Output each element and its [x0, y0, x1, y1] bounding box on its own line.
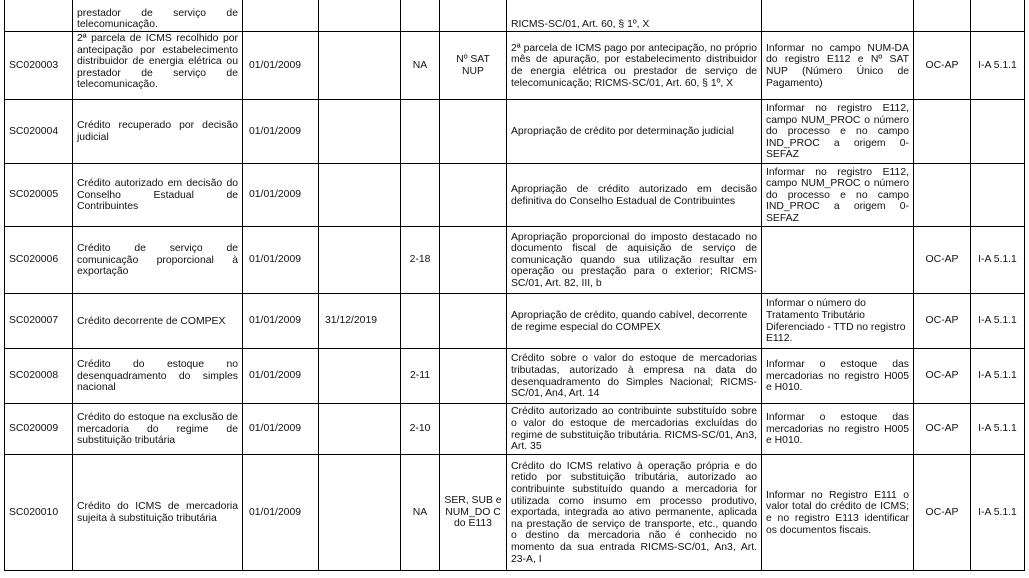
table-row — [5, 404, 1025, 455]
type-cell: OC-AP — [914, 227, 971, 294]
group-cell: 2-11 — [401, 349, 440, 404]
code-cell: SC020010 — [5, 455, 73, 571]
code-cell: SC020004 — [5, 100, 73, 164]
group-cell — [401, 0, 440, 32]
legal-basis-cell: 2ª parcela de ICMS pago por antecipação, no próprio mês de apuração, por estabelecimento distribuidor de energia elétrica ou prestador de serviço de telecomunicação; RICMS-SC/01, Art. 60, § 1º, X — [507, 32, 762, 100]
description-cell: Crédito do ICMS de mercadoria sujeita à substituição tributária — [73, 455, 243, 571]
reference-cell — [971, 164, 1025, 227]
type-cell: OC-AP — [914, 455, 971, 571]
end-date-cell — [319, 404, 401, 455]
legal-basis-cell: Apropriação proporcional do imposto destacado no documento fiscal de aquisição de serviço de comunicação quando sua utilização resultar em operação ou prestação para o exterior; RICMS-SC/01, Art. 82, III, b — [507, 227, 762, 294]
end-date-cell — [319, 164, 401, 227]
group-cell — [401, 294, 440, 349]
type-cell — [914, 100, 971, 164]
end-date-cell — [319, 32, 401, 100]
description-cell: Crédito decorrente de COMPEX — [73, 294, 243, 349]
legal-basis-cell: Apropriação de crédito por determinação judicial — [507, 100, 762, 164]
start-date-cell: 01/01/2009 — [243, 227, 319, 294]
reference-cell: I-A 5.1.1 — [971, 349, 1025, 404]
group-cell: 2-10 — [401, 404, 440, 455]
description-cell: Crédito de serviço de comunicação proporcional à exportação — [73, 227, 243, 294]
record-field-cell — [440, 349, 507, 404]
group-cell — [401, 164, 440, 227]
record-field-cell — [440, 0, 507, 32]
type-cell: OC-AP — [914, 32, 971, 100]
end-date-cell — [319, 227, 401, 294]
start-date-cell: 01/01/2009 — [243, 349, 319, 404]
table-row — [5, 32, 1025, 100]
start-date-cell: 01/01/2009 — [243, 455, 319, 571]
legal-basis-cell: Crédito do ICMS relativo à operação própria e do retido por substituição tributária, autorizado ao contribuinte substituído quando a mercadoria for utilizada como insumo em processo produtivo, exportada, integrada ao ativo permanente, aplicada na prestação de serviço de transporte, etc., quando o destino da mercadoria não é conhecido no momento da sua entrada RICMS-SC/01, An3, Art. 23-A, I — [507, 455, 762, 571]
table-row — [5, 100, 1025, 164]
observation-cell: Informar no registro E112, campo NUM_PROC o número do processo e no campo IND_PROC a origem 0- SEFAZ — [762, 100, 914, 164]
start-date-cell: 01/01/2009 — [243, 100, 319, 164]
record-field-cell — [440, 404, 507, 455]
start-date-cell: 01/01/2009 — [243, 404, 319, 455]
observation-cell: Informar no Registro E111 o valor total do crédito de ICMS; e no registro E113 identificar os documentos fiscais. — [762, 455, 914, 571]
record-field-cell — [440, 227, 507, 294]
observation-cell: Informar no campo NUM-DA do registro E112 e Nº SAT NUP (Número Único de Pagamento) — [762, 32, 914, 100]
reference-cell: I-A 5.1.1 — [971, 32, 1025, 100]
table-row — [5, 349, 1025, 404]
type-cell — [914, 164, 971, 227]
type-cell: OC-AP — [914, 404, 971, 455]
type-cell — [914, 0, 971, 32]
end-date-cell — [319, 455, 401, 571]
table-row — [5, 455, 1025, 571]
observation-cell: Informar o estoque das mercadorias no registro H005 e H010. — [762, 404, 914, 455]
reference-cell — [971, 100, 1025, 164]
end-date-cell: 31/12/2019 — [319, 294, 401, 349]
reference-cell: I-A 5.1.1 — [971, 455, 1025, 571]
legal-basis-cell: Apropriação de crédito autorizado em decisão definitiva do Conselho Estadual de Contribuintes — [507, 164, 762, 227]
code-cell: SC020005 — [5, 164, 73, 227]
end-date-cell — [319, 100, 401, 164]
description-cell: 2ª parcela de ICMS recolhido por antecipação por estabelecimento distribuidor de energia elétrica ou prestador de serviço de telecomunicação. — [73, 32, 243, 100]
record-field-cell — [440, 164, 507, 227]
code-cell: SC020009 — [5, 404, 73, 455]
code-cell: SC020007 — [5, 294, 73, 349]
reference-cell: I-A 5.1.1 — [971, 404, 1025, 455]
description-cell: Crédito recuperado por decisão judicial — [73, 100, 243, 164]
description-cell: Crédito do estoque no desenquadramento do simples nacional — [73, 349, 243, 404]
observation-cell — [762, 227, 914, 294]
legal-basis-cell: Crédito sobre o valor do estoque de mercadorias tributadas, autorizado à empresa na data do desenquadramento do Simples Nacional; RICMS-SC/01, An4, Art. 14 — [507, 349, 762, 404]
record-field-cell: Nº SAT NUP — [440, 32, 507, 100]
end-date-cell — [319, 0, 401, 32]
start-date-cell: 01/01/2009 — [243, 294, 319, 349]
legal-basis-cell: Apropriação de crédito, quando cabível, decorrente de regime especial do COMPEX — [507, 294, 762, 349]
start-date-cell: 01/01/2009 — [243, 164, 319, 227]
observation-cell: Informar no registro E112, campo NUM_PROC o número do processo e no campo IND_PROC a origem 0- SEFAZ — [762, 164, 914, 227]
code-cell: SC020006 — [5, 227, 73, 294]
legal-basis-cell: RICMS-SC/01, Art. 60, § 1º, X — [507, 0, 762, 32]
group-cell: 2-18 — [401, 227, 440, 294]
code-cell: SC020003 — [5, 32, 73, 100]
group-cell: NA — [401, 32, 440, 100]
description-cell: prestador de serviço de telecomunicação. — [73, 0, 243, 32]
reference-cell — [971, 0, 1025, 32]
type-cell: OC-AP — [914, 349, 971, 404]
legal-basis-cell: Crédito autorizado ao contribuinte substituído sobre o valor do estoque de mercadorias excluídas do regime de substituição tributária. RICMS-SC/01, An3, Art. 35 — [507, 404, 762, 455]
observation-cell: Informar o estoque das mercadorias no registro H005 e H010. — [762, 349, 914, 404]
description-cell: Crédito do estoque na exclusão de mercadoria do regime de substituição tributária — [73, 404, 243, 455]
start-date-cell: 01/01/2009 — [243, 32, 319, 100]
record-field-cell — [440, 100, 507, 164]
observation-cell: Informar o número do Tratamento Tributário Diferenciado - TTD no registro E112. — [762, 294, 914, 349]
type-cell: OC-AP — [914, 294, 971, 349]
code-cell: SC020008 — [5, 349, 73, 404]
table-row — [5, 0, 1025, 32]
reference-cell: I-A 5.1.1 — [971, 227, 1025, 294]
group-cell — [401, 100, 440, 164]
group-cell: NA — [401, 455, 440, 571]
table-row — [5, 294, 1025, 349]
end-date-cell — [319, 349, 401, 404]
table-row — [5, 164, 1025, 227]
record-field-cell: SER, SUB e NUM_DO C do E113 — [440, 455, 507, 571]
benefit-codes-table — [4, 0, 1025, 571]
start-date-cell — [243, 0, 319, 32]
record-field-cell — [440, 294, 507, 349]
reference-cell: I-A 5.1.1 — [971, 294, 1025, 349]
table-row — [5, 227, 1025, 294]
description-cell: Crédito autorizado em decisão do Conselho Estadual de Contribuintes — [73, 164, 243, 227]
code-cell — [5, 0, 73, 32]
observation-cell — [762, 0, 914, 32]
